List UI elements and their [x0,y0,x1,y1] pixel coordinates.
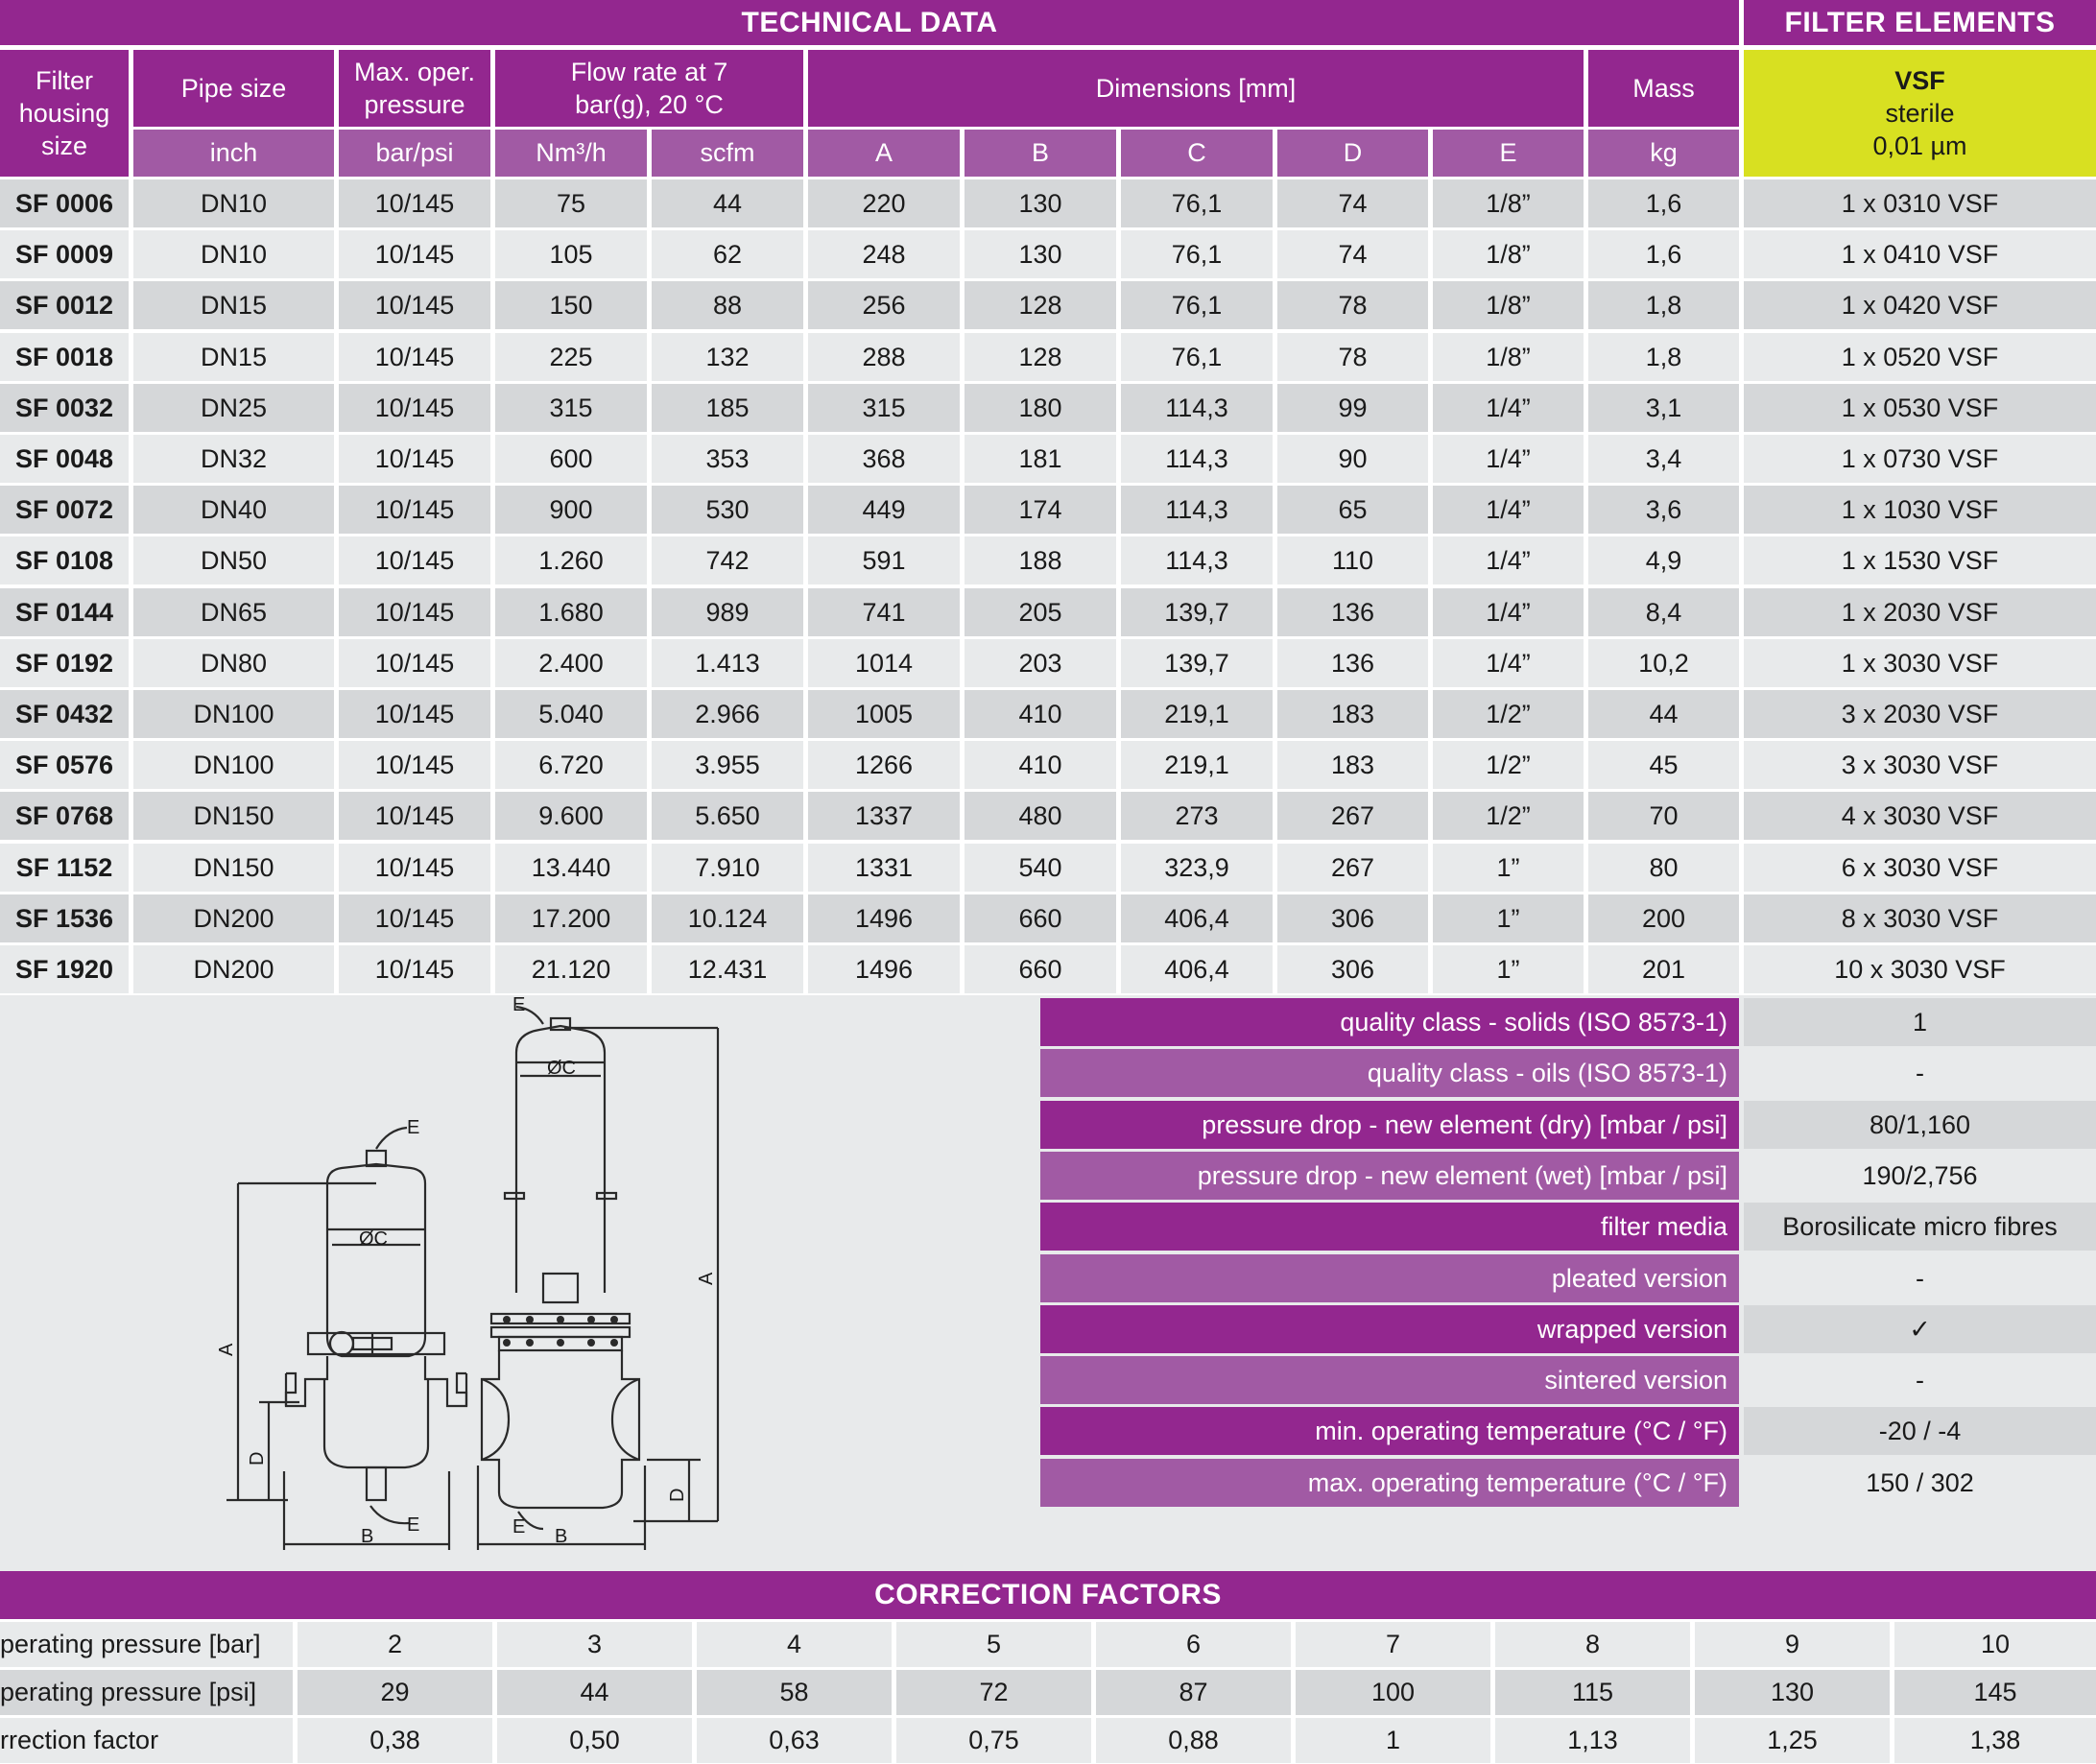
cell-filter-element: 8 x 3030 VSF [1744,894,2096,942]
cell-dim-c: 114,3 [1121,486,1273,534]
col-filter-housing-size: Filter housing size [0,50,129,177]
correction-value: 72 [896,1670,1091,1715]
cell-pipe-size: DN10 [133,230,334,278]
col-max-oper-pressure: Max. oper. pressure [339,50,490,127]
cell-pressure: 10/145 [339,844,490,892]
cell-housing-size: SF 0768 [0,792,129,840]
cell-flow-scfm: 7.910 [652,844,803,892]
cell-flow-scfm: 3.955 [652,741,803,789]
filter-elements-title: FILTER ELEMENTS [1744,0,2096,45]
correction-value: 115 [1495,1670,1690,1715]
large-label-b: B [555,1526,568,1547]
unit-dim-a: A [808,130,960,177]
cell-pipe-size: DN150 [133,792,334,840]
large-label-a: A [696,1272,717,1285]
cell-mass: 4,9 [1588,536,1739,584]
cell-filter-element: 1 x 1530 VSF [1744,536,2096,584]
correction-value: 0,50 [497,1718,692,1763]
unit-pipe: inch [133,130,334,177]
cell-dim-d: 110 [1277,536,1428,584]
cell-flow-nm3: 75 [495,179,647,227]
cell-housing-size: SF 0192 [0,639,129,687]
cell-dim-e: 1/2” [1433,690,1584,738]
unit-pressure: bar/psi [339,130,490,177]
vsf-name: VSF [1894,66,1945,95]
cell-housing-size: SF 0072 [0,486,129,534]
cell-pressure: 10/145 [339,945,490,993]
correction-row-label: rrection factor [0,1718,293,1763]
large-label-e-bottom: E [512,1516,526,1538]
cell-dim-e: 1/4” [1433,486,1584,534]
cell-dim-a: 248 [808,230,960,278]
cell-dim-a: 368 [808,435,960,483]
cell-pressure: 10/145 [339,230,490,278]
cell-dim-c: 273 [1121,792,1273,840]
property-label: filter media [1040,1203,1739,1251]
cell-filter-element: 1 x 2030 VSF [1744,588,2096,636]
cell-pipe-size: DN50 [133,536,334,584]
cell-dim-e: 1/8” [1433,230,1584,278]
cell-pressure: 10/145 [339,741,490,789]
cell-housing-size: SF 0144 [0,588,129,636]
cell-dim-d: 183 [1277,741,1428,789]
unit-mass: kg [1588,130,1739,177]
cell-dim-d: 74 [1277,230,1428,278]
cell-dim-d: 90 [1277,435,1428,483]
cell-flow-nm3: 225 [495,333,647,381]
cell-dim-e: 1” [1433,894,1584,942]
cell-dim-a: 449 [808,486,960,534]
cell-dim-b: 128 [965,281,1116,329]
unit-dim-d: D [1277,130,1428,177]
cell-dim-b: 180 [965,384,1116,432]
large-label-d: D [667,1488,688,1502]
cell-dim-e: 1/4” [1433,536,1584,584]
cell-dim-a: 1005 [808,690,960,738]
correction-factors-title: CORRECTION FACTORS [0,1571,2096,1619]
correction-value: 145 [1894,1670,2096,1715]
cell-pipe-size: DN25 [133,384,334,432]
cell-dim-d: 136 [1277,639,1428,687]
correction-value: 9 [1695,1622,1890,1667]
cell-dim-a: 288 [808,333,960,381]
cell-mass: 44 [1588,690,1739,738]
correction-value: 5 [896,1622,1091,1667]
small-housing-drain [367,1467,386,1500]
cell-housing-size: SF 0032 [0,384,129,432]
cell-pipe-size: DN100 [133,741,334,789]
cell-flow-nm3: 6.720 [495,741,647,789]
col-dimensions: Dimensions [mm] [808,50,1584,127]
cell-pressure: 10/145 [339,536,490,584]
cell-mass: 1,6 [1588,230,1739,278]
cell-flow-nm3: 600 [495,435,647,483]
cell-housing-size: SF 0012 [0,281,129,329]
correction-value: 7 [1296,1622,1490,1667]
property-label: sintered version [1040,1356,1739,1404]
cell-flow-scfm: 10.124 [652,894,803,942]
cell-flow-scfm: 5.650 [652,792,803,840]
cell-dim-c: 139,7 [1121,588,1273,636]
property-label: max. operating temperature (°C / °F) [1040,1459,1739,1507]
cell-mass: 70 [1588,792,1739,840]
correction-value: 3 [497,1622,692,1667]
cell-pipe-size: DN40 [133,486,334,534]
property-label: quality class - oils (ISO 8573-1) [1040,1049,1739,1097]
cell-dim-c: 139,7 [1121,639,1273,687]
cell-filter-element: 1 x 0420 VSF [1744,281,2096,329]
cell-housing-size: SF 0006 [0,179,129,227]
cell-mass: 1,8 [1588,281,1739,329]
property-label: quality class - solids (ISO 8573-1) [1040,998,1739,1046]
property-value: 190/2,756 [1744,1152,2096,1200]
cell-housing-size: SF 1152 [0,844,129,892]
cell-housing-size: SF 0018 [0,333,129,381]
cell-flow-scfm: 2.966 [652,690,803,738]
cell-dim-c: 114,3 [1121,536,1273,584]
cell-flow-scfm: 12.431 [652,945,803,993]
cell-filter-element: 1 x 0730 VSF [1744,435,2096,483]
cell-dim-b: 188 [965,536,1116,584]
cell-housing-size: SF 1536 [0,894,129,942]
cell-flow-scfm: 132 [652,333,803,381]
cell-filter-element: 1 x 0520 VSF [1744,333,2096,381]
cell-flow-scfm: 1.413 [652,639,803,687]
cell-housing-size: SF 1920 [0,945,129,993]
cell-pressure: 10/145 [339,384,490,432]
cell-flow-scfm: 742 [652,536,803,584]
cell-dim-d: 306 [1277,894,1428,942]
cell-dim-a: 1266 [808,741,960,789]
cell-flow-nm3: 13.440 [495,844,647,892]
cell-dim-d: 267 [1277,844,1428,892]
cell-dim-e: 1/4” [1433,435,1584,483]
correction-value: 29 [298,1670,492,1715]
cell-pipe-size: DN100 [133,690,334,738]
technical-data-title: TECHNICAL DATA [0,0,1739,45]
correction-value: 1,38 [1894,1718,2096,1763]
property-value: -20 / -4 [1744,1407,2096,1455]
cell-pipe-size: DN65 [133,588,334,636]
correction-value: 2 [298,1622,492,1667]
cell-pipe-size: DN80 [133,639,334,687]
cell-dim-a: 1014 [808,639,960,687]
cell-dim-b: 410 [965,741,1116,789]
property-value: ✓ [1744,1305,2096,1353]
cell-pressure: 10/145 [339,588,490,636]
cell-filter-element: 1 x 3030 VSF [1744,639,2096,687]
cell-dim-d: 183 [1277,690,1428,738]
correction-value: 4 [697,1622,892,1667]
cell-pressure: 10/145 [339,486,490,534]
cell-flow-nm3: 150 [495,281,647,329]
cell-dim-a: 220 [808,179,960,227]
cell-flow-nm3: 105 [495,230,647,278]
cell-pipe-size: DN10 [133,179,334,227]
cell-pressure: 10/145 [339,435,490,483]
cell-dim-b: 205 [965,588,1116,636]
unit-dim-b: B [965,130,1116,177]
cell-dim-c: 406,4 [1121,894,1273,942]
cell-pressure: 10/145 [339,894,490,942]
cell-pressure: 10/145 [339,179,490,227]
cell-flow-scfm: 88 [652,281,803,329]
cell-mass: 3,6 [1588,486,1739,534]
cell-dim-e: 1/4” [1433,639,1584,687]
correction-row-label: perating pressure [bar] [0,1622,293,1667]
correction-value: 44 [497,1670,692,1715]
cell-mass: 201 [1588,945,1739,993]
cell-filter-element: 1 x 1030 VSF [1744,486,2096,534]
property-label: pleated version [1040,1254,1739,1302]
cell-dim-c: 76,1 [1121,333,1273,381]
cell-flow-scfm: 353 [652,435,803,483]
correction-value: 0,63 [697,1718,892,1763]
small-label-e-bottom: E [407,1514,420,1536]
correction-value: 10 [1894,1622,2096,1667]
cell-flow-scfm: 989 [652,588,803,636]
cell-filter-element: 6 x 3030 VSF [1744,844,2096,892]
cell-flow-nm3: 1.680 [495,588,647,636]
cell-dim-d: 136 [1277,588,1428,636]
cell-dim-c: 219,1 [1121,741,1273,789]
property-value: Borosilicate micro fibres [1744,1203,2096,1251]
cell-dim-b: 181 [965,435,1116,483]
cell-dim-b: 128 [965,333,1116,381]
cell-flow-scfm: 530 [652,486,803,534]
cell-dim-b: 410 [965,690,1116,738]
cell-dim-c: 323,9 [1121,844,1273,892]
correction-value: 87 [1096,1670,1291,1715]
cell-dim-d: 99 [1277,384,1428,432]
cell-pipe-size: DN15 [133,281,334,329]
correction-row-label: perating pressure [psi] [0,1670,293,1715]
small-label-c: ØC [359,1228,388,1250]
cell-dim-b: 660 [965,894,1116,942]
property-value: 150 / 302 [1744,1459,2096,1507]
cell-mass: 80 [1588,844,1739,892]
cell-flow-nm3: 900 [495,486,647,534]
cell-dim-a: 591 [808,536,960,584]
cell-dim-c: 76,1 [1121,179,1273,227]
cell-flow-nm3: 21.120 [495,945,647,993]
cell-dim-d: 65 [1277,486,1428,534]
col-pipe-size: Pipe size [133,50,334,127]
cell-pressure: 10/145 [339,690,490,738]
cell-housing-size: SF 0432 [0,690,129,738]
correction-value: 0,38 [298,1718,492,1763]
cell-dim-a: 1496 [808,945,960,993]
cell-flow-nm3: 2.400 [495,639,647,687]
cell-dim-d: 78 [1277,281,1428,329]
correction-value: 1,25 [1695,1718,1890,1763]
cell-dim-b: 480 [965,792,1116,840]
property-value: 80/1,160 [1744,1101,2096,1149]
unit-flow-scfm: scfm [652,130,803,177]
correction-value: 130 [1695,1670,1890,1715]
correction-value: 1,13 [1495,1718,1690,1763]
correction-value: 0,75 [896,1718,1091,1763]
cell-dim-a: 1496 [808,894,960,942]
property-value: - [1744,1254,2096,1302]
property-label: pressure drop - new element (wet) [mbar / psi] [1040,1152,1739,1200]
property-value: 1 [1744,998,2096,1046]
cell-dim-a: 256 [808,281,960,329]
correction-value: 6 [1096,1622,1291,1667]
cell-dim-d: 306 [1277,945,1428,993]
cell-dim-b: 203 [965,639,1116,687]
small-label-d: D [247,1451,268,1466]
cell-dim-e: 1/8” [1433,179,1584,227]
property-value: - [1744,1356,2096,1404]
cell-dim-e: 1” [1433,844,1584,892]
property-label: pressure drop - new element (dry) [mbar / psi] [1040,1101,1739,1149]
cell-flow-nm3: 9.600 [495,792,647,840]
small-label-a: A [216,1343,237,1356]
col-flow-rate: Flow rate at 7 bar(g), 20 °C [495,50,803,127]
cell-dim-e: 1/8” [1433,333,1584,381]
filter-housing-drawing [0,995,1036,1560]
cell-flow-nm3: 1.260 [495,536,647,584]
cell-dim-e: 1/2” [1433,741,1584,789]
correction-value: 8 [1495,1622,1690,1667]
cell-mass: 3,4 [1588,435,1739,483]
property-label: min. operating temperature (°C / °F) [1040,1407,1739,1455]
cell-housing-size: SF 0048 [0,435,129,483]
cell-pipe-size: DN150 [133,844,334,892]
vsf-rating: 0,01 µm [1872,131,1967,160]
cell-dim-e: 1/8” [1433,281,1584,329]
cell-dim-e: 1” [1433,945,1584,993]
diagram-area [0,995,1036,1560]
cell-dim-c: 219,1 [1121,690,1273,738]
col-mass: Mass [1588,50,1739,127]
cell-flow-nm3: 5.040 [495,690,647,738]
cell-dim-a: 1331 [808,844,960,892]
cell-filter-element: 1 x 0310 VSF [1744,179,2096,227]
cell-mass: 45 [1588,741,1739,789]
cell-pipe-size: DN32 [133,435,334,483]
cell-pipe-size: DN15 [133,333,334,381]
large-label-e-top: E [512,995,526,1015]
cell-dim-c: 114,3 [1121,384,1273,432]
correction-value: 58 [697,1670,892,1715]
unit-dim-e: E [1433,130,1584,177]
cell-flow-nm3: 17.200 [495,894,647,942]
cell-mass: 1,6 [1588,179,1739,227]
cell-pressure: 10/145 [339,639,490,687]
cell-dim-a: 741 [808,588,960,636]
vsf-type: sterile [1885,99,1955,128]
cell-dim-d: 267 [1277,792,1428,840]
cell-dim-c: 76,1 [1121,281,1273,329]
cell-dim-c: 114,3 [1121,435,1273,483]
cell-dim-e: 1/2” [1433,792,1584,840]
cell-dim-e: 1/4” [1433,588,1584,636]
cell-dim-b: 174 [965,486,1116,534]
cell-dim-b: 130 [965,230,1116,278]
cell-mass: 10,2 [1588,639,1739,687]
cell-dim-a: 1337 [808,792,960,840]
cell-dim-d: 78 [1277,333,1428,381]
correction-value: 100 [1296,1670,1490,1715]
cell-dim-d: 74 [1277,179,1428,227]
unit-dim-c: C [1121,130,1273,177]
cell-filter-element: 10 x 3030 VSF [1744,945,2096,993]
cell-flow-scfm: 44 [652,179,803,227]
cell-mass: 200 [1588,894,1739,942]
small-label-e-top: E [407,1117,420,1138]
cell-dim-b: 130 [965,179,1116,227]
cell-pipe-size: DN200 [133,945,334,993]
cell-filter-element: 3 x 2030 VSF [1744,690,2096,738]
unit-flow-nm3: Nm³/h [495,130,647,177]
cell-dim-e: 1/4” [1433,384,1584,432]
cell-flow-nm3: 315 [495,384,647,432]
cell-mass: 8,4 [1588,588,1739,636]
cell-pressure: 10/145 [339,333,490,381]
cell-filter-element: 4 x 3030 VSF [1744,792,2096,840]
vsf-element-header [1744,50,2096,177]
property-label: wrapped version [1040,1305,1739,1353]
cell-flow-scfm: 62 [652,230,803,278]
cell-flow-scfm: 185 [652,384,803,432]
cell-housing-size: SF 0108 [0,536,129,584]
cell-mass: 3,1 [1588,384,1739,432]
cell-dim-b: 540 [965,844,1116,892]
cell-filter-element: 3 x 3030 VSF [1744,741,2096,789]
cell-dim-c: 406,4 [1121,945,1273,993]
large-label-c: ØC [547,1058,576,1079]
correction-value: 0,88 [1096,1718,1291,1763]
cell-filter-element: 1 x 0410 VSF [1744,230,2096,278]
cell-dim-b: 660 [965,945,1116,993]
property-value: - [1744,1049,2096,1097]
cell-pressure: 10/145 [339,281,490,329]
section-gap [0,1560,2096,1571]
small-label-b: B [361,1526,374,1547]
cell-pressure: 10/145 [339,792,490,840]
cell-dim-c: 76,1 [1121,230,1273,278]
cell-dim-a: 315 [808,384,960,432]
cell-housing-size: SF 0009 [0,230,129,278]
cell-housing-size: SF 0576 [0,741,129,789]
cell-mass: 1,8 [1588,333,1739,381]
correction-value: 1 [1296,1718,1490,1763]
cell-pipe-size: DN200 [133,894,334,942]
cell-filter-element: 1 x 0530 VSF [1744,384,2096,432]
small-housing-upper [327,1164,425,1356]
